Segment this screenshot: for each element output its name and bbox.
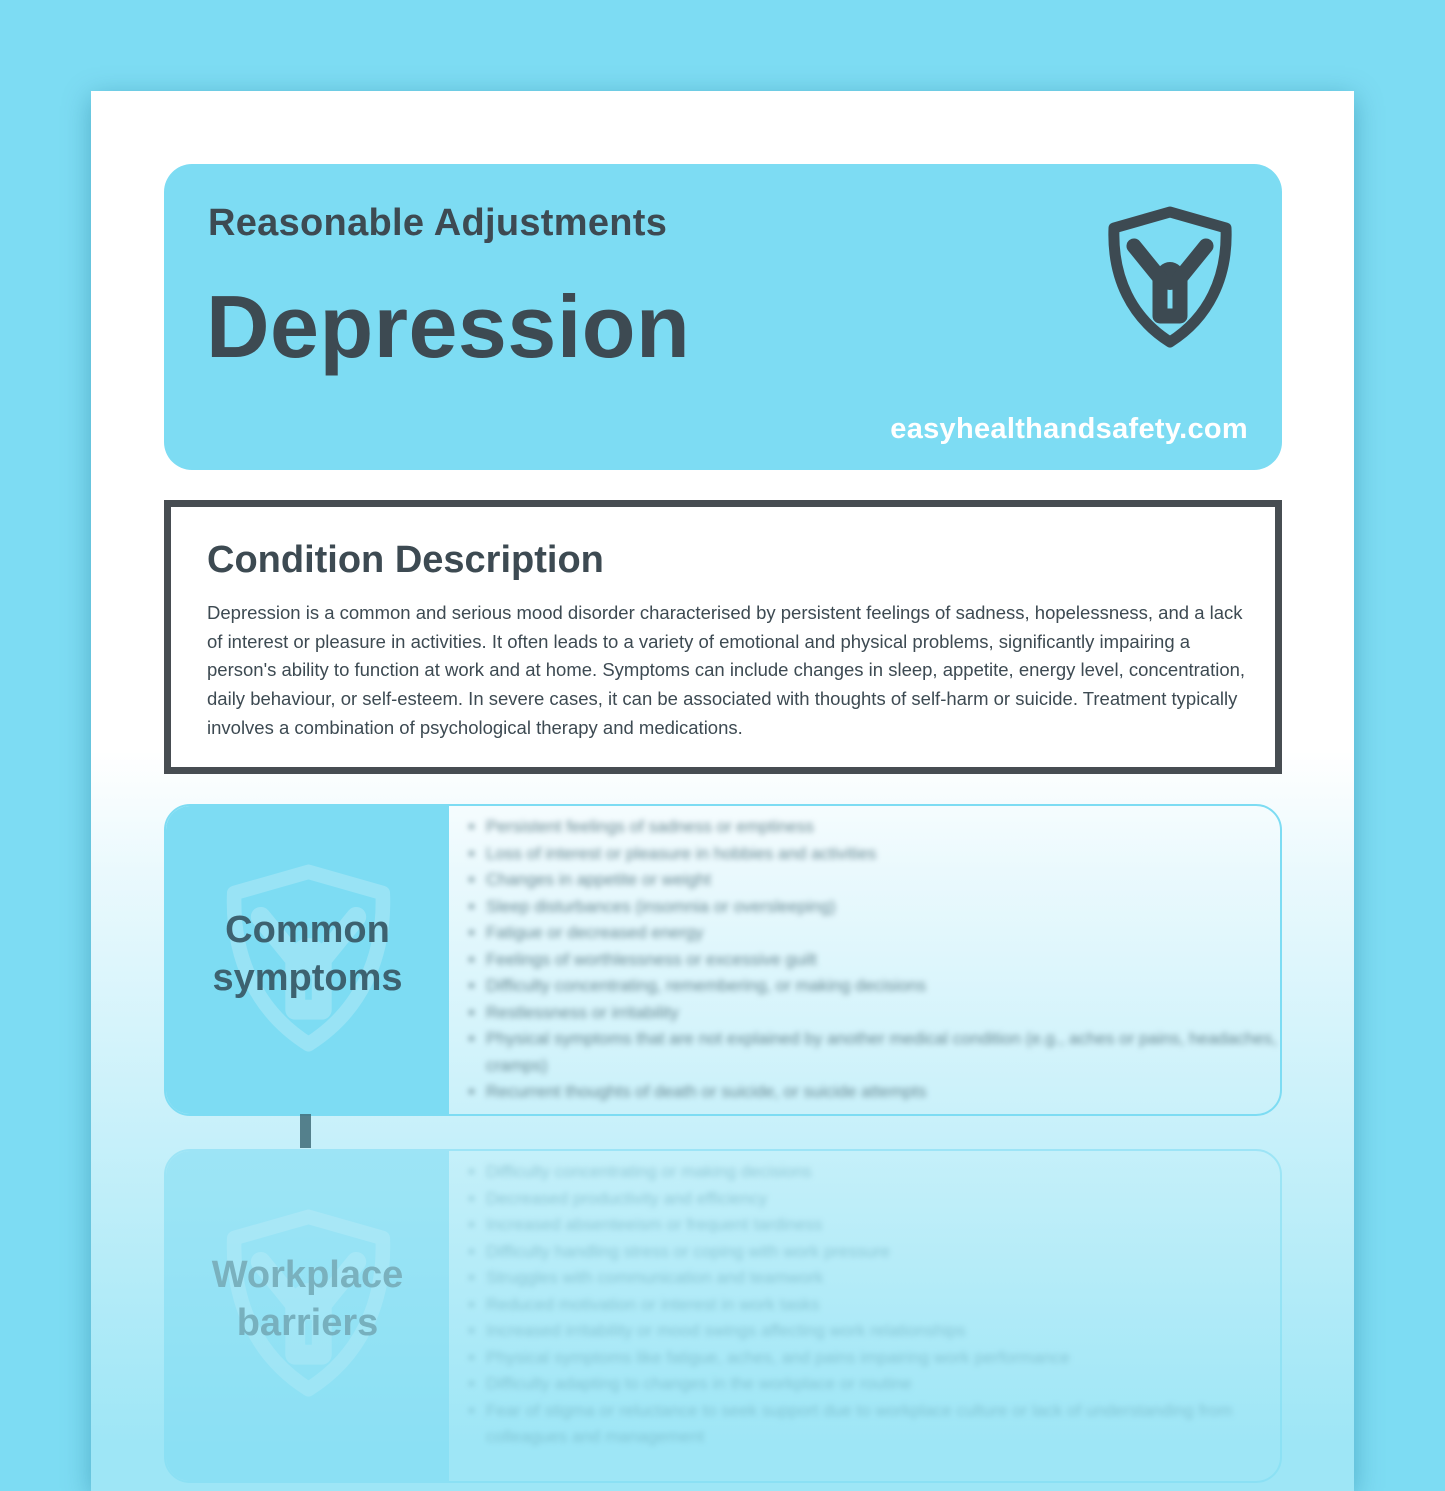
list-item: • Decreased productivity and efficiency	[486, 1186, 1282, 1213]
list-item: • Difficulty concentrating, remembering, or making decisions	[486, 973, 1282, 1000]
section-label	[166, 906, 449, 1002]
section-label-line: Common	[225, 909, 390, 951]
list-item: • Recurrent thoughts of death or suicide, or suicide attempts	[486, 1079, 1282, 1106]
list-item: • Fatigue or decreased energy	[486, 920, 1282, 947]
list-item: • Physical symptoms that are not explained by another medical condition (e.g., aches or pains, headaches, cramps)	[486, 1026, 1282, 1079]
list-item: • Feelings of worthlessness or excessive guilt	[486, 947, 1282, 974]
list-item: • Difficulty handling stress or coping with work pressure	[486, 1239, 1282, 1266]
list-item: • Loss of interest or pleasure in hobbies and activities	[486, 841, 1282, 868]
section-label-column	[166, 806, 449, 1114]
list-item: • Changes in appetite or weight	[486, 867, 1282, 894]
header-banner	[164, 164, 1282, 470]
section-label-line: symptoms	[212, 957, 403, 999]
shield-person-icon	[1104, 206, 1236, 348]
list-item: • Reduced motivation or interest in work tasks	[486, 1292, 1282, 1319]
section-label-line: Workplace	[211, 1254, 404, 1296]
list-item: • Restlessness or irritability	[486, 1000, 1282, 1027]
list-item: • Increased irritability or mood swings affecting work relationships	[486, 1318, 1282, 1345]
website-url: easyhealthandsafety.com	[890, 413, 1248, 445]
list-item: • Increased absenteeism or frequent tardiness	[486, 1212, 1282, 1239]
list-item: • Fear of stigma or reluctance to seek support due to workplace culture or lack of understanding from colleagues and management	[486, 1398, 1282, 1451]
list-item: • Physical symptoms like fatigue, aches, and pains impairing work performance	[486, 1345, 1282, 1372]
section-label-line: barriers	[236, 1302, 379, 1344]
list-item: • Sleep disturbances (insomnia or oversleeping)	[486, 894, 1282, 921]
list-item: • Difficulty adapting to changes in the workplace or routine	[486, 1371, 1282, 1398]
symptoms-list	[456, 814, 1282, 1106]
common-symptoms-section	[164, 804, 1282, 1116]
section-connector	[300, 1114, 311, 1148]
document-title: Depression	[206, 277, 691, 376]
workplace-barriers-section	[164, 1149, 1282, 1483]
document-subtitle: Reasonable Adjustments	[208, 202, 668, 244]
list-item: • Difficulty concentrating or making decisions	[486, 1159, 1282, 1186]
description-heading: Condition Description	[207, 539, 604, 581]
list-item: • Persistent feelings of sadness or emptiness	[486, 814, 1282, 841]
section-label-column	[166, 1151, 449, 1481]
section-label	[166, 1251, 449, 1347]
list-item: • Struggles with communication and teamwork	[486, 1265, 1282, 1292]
condition-description-box	[164, 500, 1282, 774]
barriers-list	[456, 1159, 1282, 1451]
description-text: Depression is a common and serious mood disorder characterised by persistent feelings of sadness, hopelessness, and a lack of interest or pleasure in activities. It often leads to a variety of emotional and physical problems, significantly impairing a person's ability to function at work and at home. Symptoms can include changes in sleep, appetite, energy level, concentration, daily behaviour, or self-esteem. In severe cases, it can be associated with thoughts of self-harm or suicide. Treatment typically involves a combination of psychological therapy and medications.	[207, 602, 1246, 738]
